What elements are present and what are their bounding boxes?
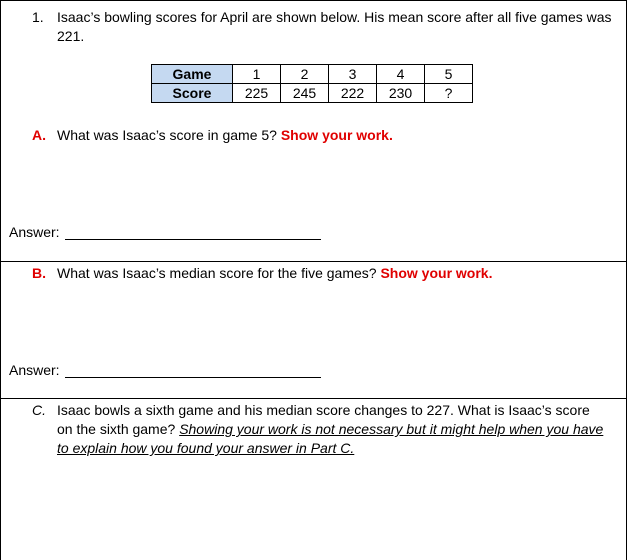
game-cell: 1	[233, 65, 281, 84]
game-cell: 4	[377, 65, 425, 84]
row-header-score: Score	[152, 84, 233, 103]
part-c-letter: C.	[32, 402, 46, 418]
part-c-question: Isaac bowls a sixth game and his median score changes to 227. What is Isaac’s score on the sixth game?	[57, 402, 590, 437]
game-cell: 5	[425, 65, 473, 84]
answer-label: Answer:	[9, 224, 60, 240]
answer-b	[9, 362, 60, 378]
answer-b-line[interactable]	[65, 377, 321, 378]
part-b-instruction: Show your work.	[380, 265, 493, 281]
question-number: 1.	[32, 9, 44, 25]
score-cell: 225	[233, 84, 281, 103]
part-a-instruction: Show your work.	[280, 127, 393, 143]
score-cell: 222	[329, 84, 377, 103]
divider	[0, 261, 627, 262]
row-header-game: Game	[152, 65, 233, 84]
part-b-question: What was Isaac’s median score for the five games?	[57, 265, 377, 281]
score-cell: 245	[281, 84, 329, 103]
bowling-scores-table	[151, 64, 473, 103]
part-a-letter: A.	[32, 127, 46, 143]
answer-a	[9, 224, 60, 240]
score-cell: ?	[425, 84, 473, 103]
game-cell: 2	[281, 65, 329, 84]
answer-label: Answer:	[9, 362, 60, 378]
part-b-letter: B.	[32, 265, 46, 281]
score-cell: 230	[377, 84, 425, 103]
answer-a-line[interactable]	[65, 239, 321, 240]
question-1-text: Isaac’s bowling scores for April are shown below. His mean score after all five games was 221.	[57, 9, 612, 44]
game-cell: 3	[329, 65, 377, 84]
table-row	[152, 65, 473, 84]
part-c-note: Showing your work is not necessary but it might help when you have to explain how you found your answer in Part C.	[57, 421, 604, 456]
table-row	[152, 84, 473, 103]
part-a-question: What was Isaac’s score in game 5?	[57, 127, 277, 143]
divider	[0, 398, 627, 399]
